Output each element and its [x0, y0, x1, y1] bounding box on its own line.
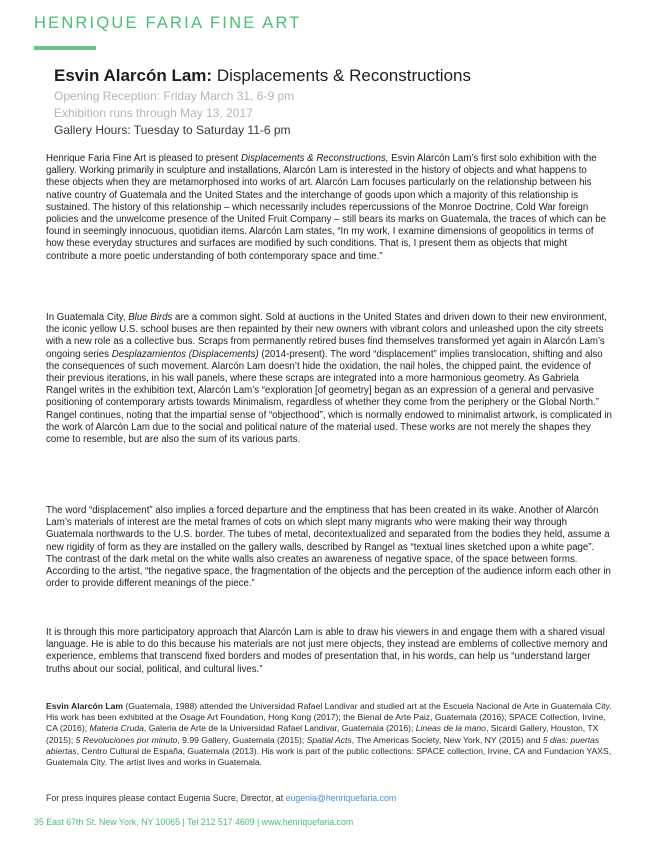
- p1-title-italic: Displacements & Reconstructions,: [240, 153, 389, 164]
- bio-text-i: , The Americas Society, New York, NY (2015) and: [351, 734, 543, 745]
- title-exhibition: Displacements & Reconstructions: [212, 66, 471, 85]
- press-email-link[interactable]: eugenia@henriquefaria.com: [285, 793, 397, 803]
- p2-text-a: In Guatemala City,: [46, 312, 129, 323]
- bio-italic-f: 5 Revoluciones por minuto: [75, 734, 178, 745]
- press-contact-text: For press inquires please contact Eugenia Sucre, Director, at: [46, 793, 286, 803]
- bio-italic-b: Materia Cruda: [89, 723, 144, 734]
- bio-artist-name: Esvin Alarcón Lam: [46, 701, 124, 711]
- gallery-hours: Gallery Hours: Tuesday to Saturday 11-6 pm: [54, 123, 291, 137]
- bio-italic-j: 5 dias: puertas abiertas: [46, 734, 600, 756]
- title-artist: Esvin Alarcón Lam:: [54, 66, 213, 85]
- p2-blue-birds-italic: Blue Birds: [128, 312, 173, 323]
- press-contact: [46, 793, 396, 803]
- bio-text-a: (Guatemala, 1988) attended the Universidad Rafael Landivar and studied art at the Escuela Nacional de Arte in Guatemala City. His work has been exhibited at the Osage Art Foundation, Hong Kong (2017); the Bienal de Arte Paiz, Guatemala (2016); SPACE Collection, Irvine, CA (2016);: [46, 701, 612, 734]
- p1-text-c: Esvin Alarcón Lam’s first solo exhibition with the gallery. Working primarily in sculpture and installations, Alarcón Lam is interested in the history of objects and what happens to these objects when they are metamorphosed into works of art. Alarcón Lam focuses particularly on the relationship between his native country of Guatemala and the United States and the interchange of goods upon which a majority of this relationship is sustained. The history of this relationship – which necessarily includes repercussions of the Monroe Doctrine, Cold War foreign policies and the unwelcome presence of the United Fruit Company – still bears its marks on Guatemala, the traces of which can be found in seemingly innocuous, quotidian items. Alarcón Lam states, “In my work, I examine dimensions of geopolitics in terms of how these everyday structures and surfaces are modified by such conditions. That is, I present them as objects that might contribute a more poetic understanding of both contemporary space and time.”: [46, 153, 607, 262]
- paragraph-intro: [46, 153, 612, 263]
- p3-text: The word “displacement” also implies a forced departure and the emptiness that has been created in its wake. Another of Alarcón Lam’s materials of interest are the metal frames of cots on which slept many migrants who were making their way through Guatemala northwards to the U.S. border. The tubes of metal, decontextualized and separated from the bodies they held, assume a new rigidity of form as they are installed on the gallery walls, described by Rangel as “textual lines sketched upon a white page”. The contrast of the dark metal on the white walls also creates an awareness of negative space, of the space between forms. According to the artist, “the negative space, the fragmentation of the objects and the perception of the audience inform each other in order to provide different meanings of the piece.”: [46, 505, 611, 590]
- p2-text-c: are a common sight. Sold at auctions in the United States and driven down to their new environment, the iconic yellow U.S. school buses are then repainted by their new owners with vibrant colors and unleashed upon the city streets with a new role as a collective bus. Scraps from permanently retired buses find themselves transformed yet again in Alarcón Lam’s ongoing series: [46, 312, 607, 360]
- bio-text-k: , Centro Cultural de España, Guatemala (2013). His work is part of the public collections: SPACE collection, Irvine, CA and Fundacion YAXS, Guatemala City. The artist lives and works in Guatemala.: [46, 745, 612, 768]
- opening-reception: Opening Reception: Friday March 31, 6-9 pm: [54, 89, 295, 103]
- p2-series-italic: Desplazamientos (Displacements): [111, 348, 259, 360]
- exhibition-dates: Exhibition runs through May 13, 2017: [54, 106, 253, 120]
- bio-text-e: , Sicardi Gallery, Houston, TX (2015);: [46, 723, 599, 745]
- paragraph-blue-birds: [46, 312, 612, 446]
- gallery-brand: HENRIQUE FARIA FINE ART: [34, 14, 302, 32]
- bio-text-g: , 9.99 Gallery, Guatemala (2015);: [177, 734, 307, 745]
- gallery-footer: 35 East 67th St. New York, NY 10065 | Tel 212 517 4609 | www.henriquefaria.com: [34, 817, 354, 827]
- artist-bio: [46, 701, 612, 768]
- paragraph-displacement: [46, 505, 612, 590]
- brand-underline: [34, 46, 96, 50]
- p2-text-e: (2014-present). The word “displacement” implies translocation, shifting and also the consequences of such movement. Alarcón Lam doesn’t hide the oxidation, the nail holes, the chipped paint, the evidence of their previous iterations, in his wall panels, where these scraps are integrated into a more harmonious geometry. As Gabriela Rangel writes in the exhibition text, Alarcón Lam’s “exploration [of geometry] began as an expression of a general and pervasive positioning of contemporary artists towards Minimalism, regardless of whether they come from the periphery or the Global North.” Rangel continues, noting that the impartial sense of “objecthood”, which is normally endowed to minimalist artwork, is complicated in the work of Alarcón Lam due to the social and political nature of the material used. These works are not merely the shapes they come to resemble, but are also the sum of its various parts.: [46, 348, 612, 446]
- bio-italic-h: Spatial Acts: [306, 734, 352, 745]
- exhibition-title: [54, 66, 471, 86]
- p4-text: It is through this more participatory approach that Alarcón Lam is able to draw his viewers in and engage them with a shared visual language. He is able to do this because his materials are not just mere objects, they instead are emblems of collective memory and experience, emblems that transcend fixed borders and modes of presentation that, in his words, can help us “understand larger truths about our social, political, and cultural lives.”: [46, 627, 608, 675]
- paragraph-participatory: [46, 627, 612, 676]
- bio-italic-d: Lineas de la mano: [415, 723, 486, 734]
- p1-text-a: Henrique Faria Fine Art is pleased to present: [46, 153, 241, 164]
- bio-text-c: , Galeria de Arte de la Universidad Rafael Landivar, Guatemala (2016);: [143, 723, 416, 734]
